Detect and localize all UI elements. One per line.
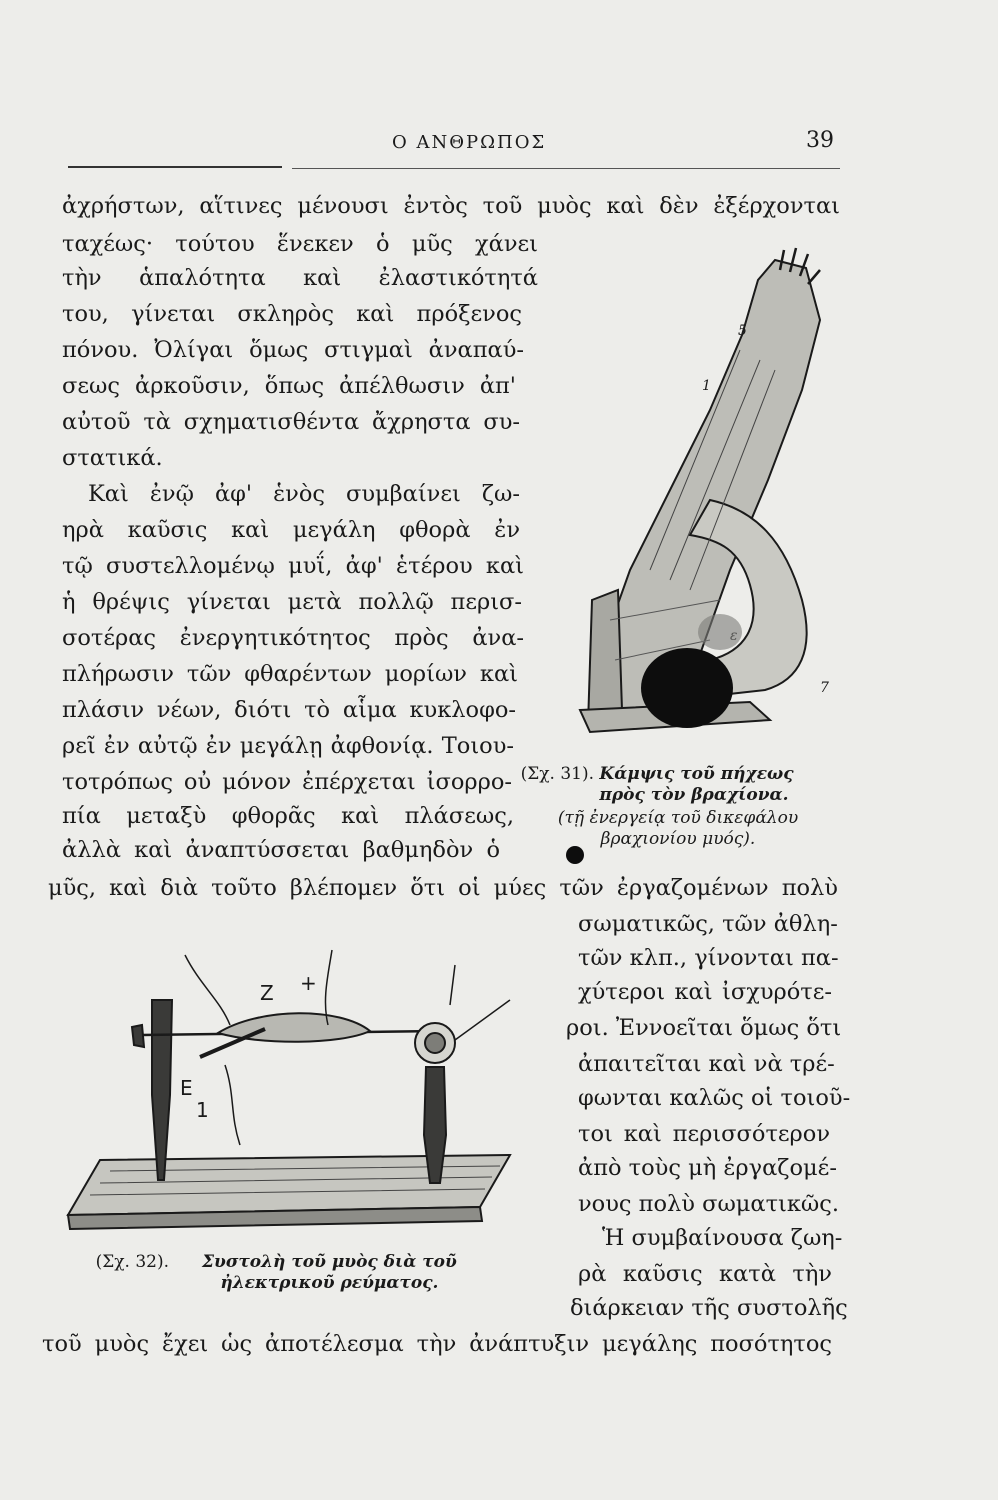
running-header-title: Ο ΑΝΘΡΩΠΟΣ bbox=[392, 132, 547, 153]
text-line: ἀχρήστων, αἵτινες μένουσι ἐντὸς τοῦ μυὸς καὶ δὲν ἐξέρχονται bbox=[62, 193, 840, 219]
figure-31-arm-illustration bbox=[570, 240, 840, 770]
text-line: σεως ἀρκοῦσιν, ὅπως ἀπέλθωσιν ἀπ' bbox=[62, 373, 516, 399]
figure-32-caption bbox=[70, 1252, 510, 1294]
ink-blot bbox=[641, 648, 733, 728]
figure-32-apparatus-illustration bbox=[60, 945, 520, 1230]
text-line: νους πολὺ σωματικῶς. bbox=[578, 1191, 840, 1217]
figure-mark: 1 bbox=[702, 378, 711, 394]
figure-31-label: (Σχ. 31). bbox=[520, 764, 595, 784]
text-line: τὴν ἁπαλότητα καὶ ἐλαστικότητά bbox=[62, 265, 538, 291]
text-line: στατικά. bbox=[62, 445, 163, 471]
figure-31-caption bbox=[518, 764, 842, 850]
ink-dot bbox=[566, 846, 584, 864]
text-line: ἀπαιτεῖται καὶ νὰ τρέ- bbox=[578, 1051, 835, 1077]
figure-mark: Z bbox=[260, 981, 274, 1005]
text-line: ἡ θρέψις γίνεται μετὰ πολλῷ περισ- bbox=[62, 589, 522, 615]
figure-31-note: (τῇ ἐνεργείᾳ τοῦ δικεφάλου βραχιονίου μυός). bbox=[557, 808, 799, 849]
figure-mark: 7 bbox=[820, 680, 829, 696]
text-line: τοτρόπως οὐ μόνον ἐπέρχεται ἰσορρο- bbox=[62, 769, 512, 795]
page-number: 39 bbox=[806, 128, 834, 153]
text-line: πλήρωσιν τῶν φθαρέντων μορίων καὶ bbox=[62, 661, 518, 687]
text-line: ἀπὸ τοὺς μὴ ἐργαζομέ- bbox=[578, 1155, 837, 1181]
text-line: του, γίνεται σκληρὸς καὶ πρόξενος bbox=[62, 301, 522, 327]
figure-32-title: Συστολὴ τοῦ μυὸς διὰ τοῦ ἠλεκτρικοῦ ρεύματος. bbox=[202, 1252, 457, 1293]
text-line: πόνου. Ὀλίγαι ὅμως στιγμαὶ ἀναπαύ- bbox=[62, 337, 524, 363]
text-line: ταχέως· τούτου ἕνεκεν ὁ μῦς χάνει bbox=[62, 231, 538, 257]
figure-mark: E bbox=[180, 1076, 193, 1100]
text-line: μῦς, καὶ διὰ τοῦτο βλέπομεν ὅτι οἱ μύες τῶν ἐργαζομένων πολὺ bbox=[48, 875, 838, 901]
text-line: πλάσιν νέων, διότι τὸ αἷμα κυκλοφο- bbox=[62, 697, 516, 723]
text-line: Καὶ ἐνῷ ἀφ' ἑνὸς συμβαίνει ζω- bbox=[88, 481, 520, 507]
text-line: σωματικῶς, τῶν ἀθλη- bbox=[578, 911, 838, 937]
text-line: τοῦ μυὸς ἔχει ὡς ἀποτέλεσμα τὴν ἀνάπτυξιν μεγάλης ποσότητος bbox=[42, 1331, 832, 1357]
text-line: πία μεταξὺ φθορᾶς καὶ πλάσεως, bbox=[62, 803, 514, 829]
text-line: αὐτοῦ τὰ σχηματισθέντα ἄχρηστα συ- bbox=[62, 409, 520, 435]
text-line: ροι. Ἐννοεῖται ὅμως ὅτι bbox=[566, 1015, 842, 1041]
text-line: τῷ συστελλομένῳ μυΐ, ἀφ' ἑτέρου καὶ bbox=[62, 553, 524, 579]
figure-31-title: Κάμψις τοῦ πήχεως πρὸς τὸν βραχίονα. bbox=[599, 764, 794, 805]
text-line: σοτέρας ἐνεργητικότητος πρὸς ἀνα- bbox=[62, 625, 524, 651]
header-rule-left bbox=[68, 166, 282, 168]
text-line: διάρκειαν τῆς συστολῆς bbox=[570, 1295, 848, 1321]
figure-mark: + bbox=[300, 971, 317, 995]
text-line: ρὰ καῦσις κατὰ τὴν bbox=[578, 1261, 832, 1287]
text-line: ηρὰ καῦσις καὶ μεγάλη φθορὰ ἐν bbox=[62, 517, 520, 543]
text-line: τῶν κλπ., γίνονται πα- bbox=[578, 945, 839, 971]
text-line: Ἡ συμβαίνουσα ζωη- bbox=[602, 1225, 843, 1251]
figure-mark: 5 bbox=[738, 323, 747, 339]
figure-mark: 1 bbox=[196, 1098, 209, 1122]
text-line: φωνται καλῶς οἱ τοιοῦ- bbox=[578, 1085, 851, 1111]
header-rule-right bbox=[292, 168, 840, 169]
text-line: ἀλλὰ καὶ ἀναπτύσσεται βαθμηδὸν ὁ bbox=[62, 837, 500, 863]
text-line: χύτεροι καὶ ἰσχυρότε- bbox=[578, 979, 832, 1005]
text-line: τοι καὶ περισσότερον bbox=[578, 1121, 830, 1147]
text-line: ρεῖ ἐν αὐτῷ ἐν μεγάλῃ ἀφθονίᾳ. Τοιου- bbox=[62, 733, 514, 759]
figure-32-label: (Σχ. 32). bbox=[95, 1252, 170, 1272]
